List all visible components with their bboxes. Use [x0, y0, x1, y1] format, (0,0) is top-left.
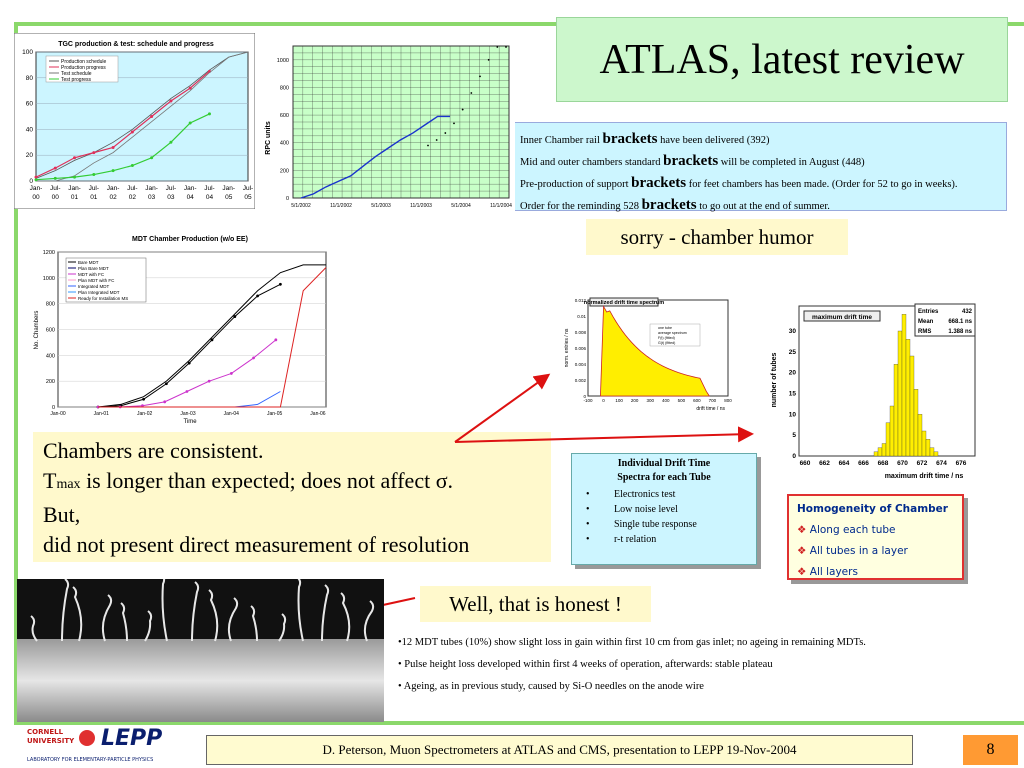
data-point	[169, 141, 172, 144]
y-tick-label: 800	[45, 301, 55, 308]
honest-note	[420, 586, 651, 622]
legend-label: Test progress	[61, 77, 92, 83]
data-point	[150, 115, 153, 118]
data-point	[208, 380, 211, 383]
data-point	[444, 132, 446, 134]
y-tick-label: 400	[279, 140, 289, 147]
histogram-bar	[886, 423, 890, 456]
data-point	[35, 176, 38, 179]
x-tick-label: 662	[819, 460, 830, 467]
x-tick-label: -100	[583, 398, 593, 403]
legend-label: Plan Integrated MDT	[78, 290, 120, 295]
x-tick-label: 600	[693, 398, 701, 403]
bracket-line: Mid and outer chambers standard brackets will be completed in August (448)	[520, 153, 865, 169]
y-tick-label: 15	[788, 390, 796, 398]
y-tick-label: 0.01	[577, 314, 586, 319]
max-drift-title: maximum drift time	[812, 314, 872, 321]
histogram-bar	[882, 444, 886, 457]
data-point	[131, 130, 134, 133]
y-tick-label: 200	[45, 379, 55, 386]
x-tick-label: Jul-	[165, 185, 177, 192]
x-tick-label: Jul-	[127, 185, 138, 192]
y-tick-label: 0	[29, 178, 33, 185]
list-item: ❖ All layers	[797, 566, 858, 578]
x-tick-label: Jul-	[88, 185, 100, 192]
histogram-bar	[926, 439, 930, 456]
x-tick-label: 04	[205, 194, 214, 201]
list-item: • Electronics test	[586, 489, 676, 500]
drift-time-info-box	[571, 453, 757, 565]
rpc-chart	[259, 40, 515, 214]
legend-label: G(t) (fitted)	[658, 341, 676, 345]
rpc-ylabel: RPC units	[265, 121, 272, 155]
data-point	[279, 283, 282, 286]
x-tick-label: 700	[708, 398, 717, 403]
data-point	[112, 146, 115, 149]
histogram-bar	[890, 406, 894, 456]
y-tick-label: 40	[25, 126, 33, 134]
drift-box-list	[578, 487, 750, 547]
y-tick-label: 0	[285, 196, 289, 202]
data-point	[131, 164, 134, 167]
lepp-logo	[27, 728, 199, 766]
homogeneity-box	[787, 494, 964, 580]
y-tick-label: 10	[788, 411, 796, 419]
page-number	[963, 735, 1018, 765]
data-point	[479, 76, 481, 78]
stat-mean-value: 668.1 ns	[948, 319, 972, 325]
x-tick-label: 672	[916, 460, 928, 467]
stat-entries-label: Entries	[918, 309, 939, 315]
data-point	[436, 139, 438, 141]
x-tick-label: 100	[615, 398, 623, 403]
diamond-arrow-icon: ❖	[797, 524, 807, 536]
data-point	[462, 109, 464, 111]
x-tick-label: 00	[51, 194, 59, 201]
x-tick-label: 200	[630, 398, 639, 403]
drift-spectrum-title: normalized drift time spectrum	[583, 300, 665, 306]
x-tick-label: Jan-	[222, 185, 236, 192]
legend-label: Integrated MDT	[78, 284, 110, 289]
y-tick-label: 600	[45, 327, 55, 334]
bracket-line: Order for the reminding 528 brackets to go out at the end of summer.	[520, 197, 830, 213]
data-point	[496, 46, 498, 48]
histogram-bar	[910, 356, 914, 456]
data-point	[92, 173, 95, 176]
legend-label: Bare MDT	[78, 260, 99, 265]
logo-emblem-icon	[79, 730, 95, 746]
slide-title-text: ATLAS, latest review	[599, 36, 965, 83]
x-tick-label: 03	[167, 194, 175, 201]
max-drift-xlabel: maximum drift time / ns	[884, 473, 964, 480]
x-tick-label: 04	[186, 194, 194, 201]
x-tick-label: Jan-02	[137, 411, 153, 417]
logo-cornell: CORNELL	[27, 728, 64, 736]
list-item: ❖ Along each tube	[797, 524, 896, 536]
legend-label: MDT with FC	[78, 272, 105, 277]
note-item: •12 MDT tubes (10%) show slight loss in gain within first 10 cm from gas inlet; no ageing in remaining MDTs.	[398, 637, 866, 648]
logo-university: UNIVERSITY	[27, 737, 75, 745]
drift-box-title-1: Individual Drift Time	[617, 458, 711, 469]
histogram-bar	[906, 339, 910, 456]
y-tick-label: 20	[25, 152, 33, 160]
list-item: ❖ All tubes in a layer	[797, 545, 908, 557]
x-tick-label: Jul-	[50, 185, 61, 192]
data-point	[186, 390, 189, 393]
humor-text: sorry - chamber humor	[620, 224, 814, 249]
x-tick-label: Jan-	[145, 185, 158, 192]
x-tick-label: 500	[677, 398, 686, 403]
x-tick-label: 00	[32, 194, 40, 201]
drift-box-title-2: Spectra for each Tube	[617, 472, 711, 483]
list-item: • Single tube response	[586, 519, 697, 530]
y-tick-label: 0.012	[574, 298, 586, 303]
data-point	[427, 145, 429, 147]
data-point	[54, 177, 57, 180]
mdt-xlabel: Time	[183, 419, 197, 425]
data-point	[73, 156, 76, 159]
stat-rms-label: RMS	[918, 329, 932, 335]
data-point	[165, 382, 168, 385]
drift-ylabel: norm. entries / ns	[564, 328, 570, 368]
histogram-bar	[902, 314, 906, 456]
x-tick-label: 03	[148, 194, 156, 201]
stat-mean-label: Mean	[918, 319, 934, 325]
y-tick-label: 600	[279, 113, 289, 120]
data-point	[252, 357, 255, 360]
mdt-chart	[30, 232, 330, 426]
data-point	[208, 112, 211, 115]
data-point	[73, 176, 76, 179]
drift-spectrum-chart	[560, 294, 732, 414]
slide-title	[556, 17, 1008, 102]
footer-text: D. Peterson, Muon Spectrometers at ATLAS and CMS, presentation to LEPP 19-Nov-2004	[322, 742, 797, 757]
x-tick-label: Jul-	[204, 185, 215, 192]
bracket-line: Pre-production of support brackets for feet chambers has been made. (Order for 52 to go in weeks).	[520, 175, 958, 191]
x-tick-label: 01	[70, 194, 79, 201]
diamond-arrow-icon: ❖	[797, 545, 807, 557]
y-tick-label: 0	[583, 394, 586, 399]
x-tick-label: 5/1/2003	[371, 203, 391, 209]
histogram-bar	[874, 452, 878, 456]
legend-label: F(t) (fitted)	[658, 336, 675, 340]
legend-label: Production schedule	[61, 59, 107, 65]
max-drift-histogram	[764, 300, 978, 482]
legend-label: Production progress	[61, 65, 106, 71]
x-tick-label: Jan-	[106, 185, 120, 192]
x-tick-label: Jan-01	[93, 411, 109, 417]
y-tick-label: 1000	[276, 57, 289, 64]
histogram-bar	[878, 448, 882, 456]
data-point	[150, 156, 153, 159]
histogram-bar	[918, 414, 922, 456]
histogram-bar	[930, 448, 934, 456]
ageing-notes	[398, 636, 958, 702]
note-item: • Pulse height loss developed within first 4 weeks of operation, afterwards: stable plateau	[398, 659, 773, 670]
x-tick-label: 674	[936, 460, 947, 467]
y-tick-label: 0.008	[574, 330, 586, 335]
x-tick-label: 670	[897, 460, 908, 467]
histogram-bar	[934, 452, 938, 456]
y-tick-label: 200	[279, 168, 289, 175]
data-point	[54, 167, 57, 170]
y-tick-label: 0	[792, 453, 796, 460]
consistency-line-2: Tmax is longer than expected; does not affect σ.	[43, 468, 454, 493]
y-tick-label: 60	[25, 100, 33, 108]
y-tick-label: 0.002	[574, 378, 586, 383]
stat-entries-value: 432	[961, 309, 972, 315]
data-point	[189, 121, 192, 124]
legend-label: Test schedule	[61, 71, 92, 77]
x-tick-label: Jan-04	[223, 411, 239, 417]
x-tick-label: Jan-	[183, 185, 197, 192]
tgc-chart	[14, 33, 255, 209]
y-tick-label: 0.004	[574, 362, 586, 367]
legend-label: average spectrum	[658, 331, 687, 335]
x-tick-label: 5/1/2002	[291, 203, 311, 209]
tgc-chart-title: TGC production & test: schedule and progress	[58, 41, 214, 48]
data-point	[488, 59, 490, 61]
y-tick-label: 1000	[42, 275, 55, 282]
stat-rms-value: 1.388 ns	[948, 329, 972, 335]
data-point	[470, 92, 472, 94]
logo-subtitle: LABORATORY FOR ELEMENTARY-PARTICLE PHYSICS	[27, 757, 154, 763]
data-point	[188, 362, 191, 365]
x-tick-label: 664	[838, 460, 850, 467]
consistency-line-4: did not present direct measurement of resolution	[43, 532, 470, 557]
data-point	[505, 46, 507, 48]
y-tick-label: 1200	[42, 250, 55, 256]
x-tick-label: 666	[858, 460, 869, 467]
x-tick-label: Jan-	[68, 185, 81, 192]
y-tick-label: 800	[279, 85, 289, 92]
x-tick-label: 02	[109, 194, 117, 201]
footer	[206, 735, 913, 765]
data-point	[453, 122, 455, 124]
drift-xlabel: drift time / ns	[696, 406, 725, 412]
consistency-note	[33, 432, 551, 562]
x-tick-label: 02	[128, 194, 136, 201]
histogram-bar	[922, 431, 926, 456]
data-point	[35, 178, 38, 181]
x-tick-label: 660	[799, 460, 811, 467]
x-tick-label: 11/1/2002	[330, 203, 352, 209]
data-point	[169, 100, 172, 103]
data-point	[230, 372, 233, 375]
data-point	[112, 169, 115, 172]
consistency-line-1: Chambers are consistent.	[43, 438, 264, 463]
x-tick-label: 676	[955, 460, 967, 467]
histogram-bar	[898, 331, 902, 456]
homogeneity-title: Homogeneity of Chamber	[797, 503, 948, 515]
x-tick-label: 668	[877, 460, 889, 467]
x-tick-label: 01	[90, 194, 98, 201]
x-tick-label: Jan-03	[180, 411, 196, 417]
data-point	[274, 338, 277, 341]
note-item: • Ageing, as in previous study, caused by Si-O needles on the anode wire	[398, 681, 704, 692]
x-tick-label: 05	[225, 194, 233, 201]
mdt-chart-title: MDT Chamber Production (w/o EE)	[132, 236, 248, 243]
diamond-arrow-icon: ❖	[797, 566, 807, 578]
x-tick-label: Jan-	[29, 185, 43, 192]
page-number-text: 8	[986, 741, 995, 758]
y-tick-label: 80	[25, 74, 33, 82]
data-point	[142, 398, 145, 401]
x-tick-label: Jul-	[242, 185, 254, 192]
x-tick-label: Jan-06	[310, 411, 326, 417]
data-point	[92, 151, 95, 154]
x-tick-label: 300	[646, 398, 654, 403]
x-tick-label: 11/1/2004	[490, 203, 512, 209]
histogram-bar	[914, 389, 918, 456]
y-tick-label: 5	[792, 432, 796, 440]
bracket-line: Inner Chamber rail brackets have been delivered (392)	[520, 131, 770, 147]
y-tick-label: 25	[788, 348, 796, 356]
y-tick-label: 20	[788, 369, 796, 377]
anode-wire-micrograph	[17, 579, 384, 722]
data-point	[256, 295, 259, 298]
honest-text: Well, that is honest !	[449, 591, 622, 616]
y-tick-label: 0	[51, 405, 55, 411]
consistency-line-3: But,	[43, 502, 81, 527]
list-item: • r-t relation	[586, 534, 657, 545]
x-tick-label: 400	[662, 398, 670, 403]
x-tick-label: 11/1/2003	[410, 203, 432, 209]
y-tick-label: 0.006	[574, 346, 586, 351]
x-tick-label: Jan-05	[266, 411, 283, 417]
legend-label: one tube	[658, 326, 672, 330]
brackets-info-box	[511, 122, 1007, 211]
frame-line-top-right	[1006, 22, 1024, 26]
y-tick-label: 100	[22, 49, 33, 56]
x-tick-label: 5/1/2004	[451, 203, 471, 209]
max-drift-ylabel: number of tubes	[771, 352, 778, 408]
mdt-ylabel: No. Chambers	[34, 310, 40, 350]
y-tick-label: 400	[45, 353, 55, 360]
x-tick-label: 0	[602, 398, 605, 403]
legend-label: Ready for Installation MS	[78, 296, 129, 301]
x-tick-label: 800	[724, 398, 732, 403]
data-point	[163, 400, 166, 403]
x-tick-label: Jan-00	[50, 411, 66, 417]
list-item: • Low noise level	[586, 504, 678, 515]
x-tick-label: 05	[244, 194, 252, 201]
legend-label: Plan MDT with FC	[78, 278, 115, 283]
humor-note	[586, 219, 848, 255]
legend-label: Plan Bare MDT	[78, 266, 109, 271]
histogram-bar	[894, 364, 898, 456]
logo-lepp: LEPP	[101, 726, 163, 751]
frame-line-top	[14, 22, 556, 26]
y-tick-label: 30	[788, 328, 796, 335]
